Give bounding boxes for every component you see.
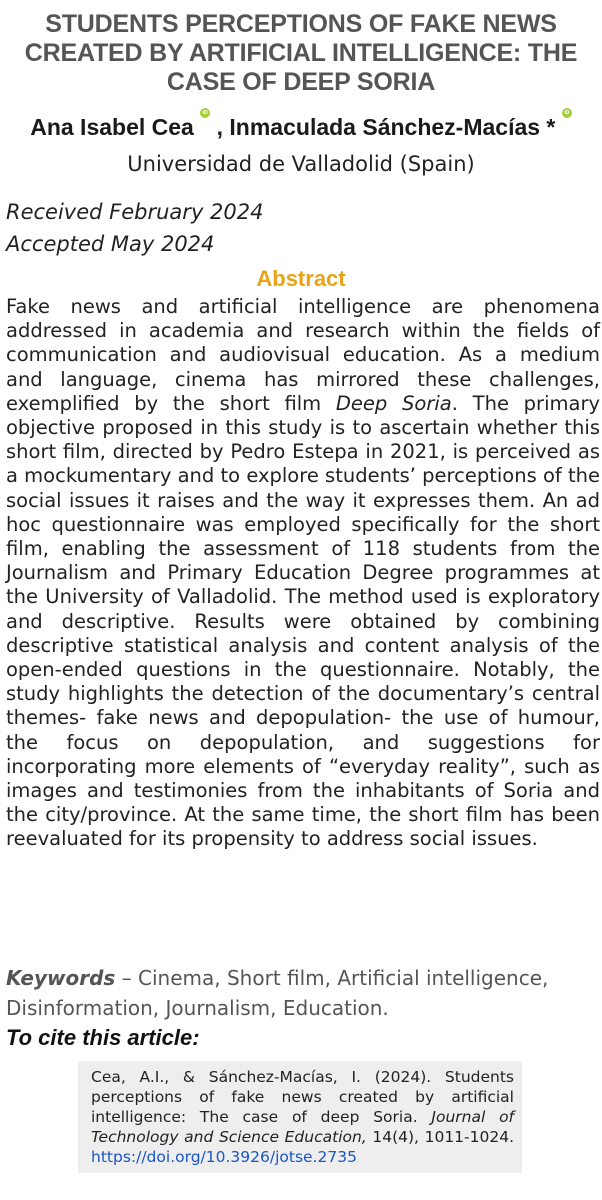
citation-text-part-2: 14(4), 1011-1024.	[366, 1128, 515, 1146]
citation-heading: To cite this article:	[6, 1025, 200, 1050]
accepted-date: Accepted May 2024	[6, 232, 215, 256]
doi-link[interactable]: https://doi.org/10.3926/jotse.2735	[91, 1148, 357, 1166]
orcid-icon[interactable]: iD	[562, 108, 572, 118]
abstract-text-part-2: . The primary objective proposed in this study is to ascertain whether this short film, directed by Pedro Estepa in 2021, is perceived as a mockumentary and to explore students’ perceptions of the social issues it raises and the way it expresses them. An ad hoc questionnaire was employed specifically for the short film, enabling the assessment of 118 students from the Journalism and Primary Education Degree programmes at the University of Valladolid. The method used is exploratory and descriptive. Results were obtained by combining descriptive statistical analysis and content analysis of the open-ended questions in the questionnaire. Notably, the study highlights the detection of the documentary’s central themes- fake news and depopulation- the use of humour, the focus on depopulation, and suggestions for incorporating more elements of “everyday reality”, such as images and testimonies from the inhabitants of Soria and the city/province. At the same time, the short film has been reevaluated for its propensity to address social issues.	[6, 391, 600, 851]
keywords-dash: –	[115, 966, 139, 990]
corresponding-author-mark: *	[540, 114, 556, 140]
citation-box	[78, 1061, 522, 1173]
received-date: Received February 2024	[6, 200, 264, 224]
paper-title: STUDENTS PERCEPTIONS OF FAKE NEWS CREATED BY ARTIFICIAL INTELLIGENCE: THE CASE OF DEEP SORIA	[24, 10, 578, 96]
keywords-label: Keywords	[6, 966, 116, 990]
keywords	[6, 963, 600, 1023]
abstract-text-part-1: Fake news and artificial intelligence are phenomena addressed in academia and research within the fields of communication and audiovisual education. As a medium and language, cinema has mirrored these challenges, exemplified by the short film	[6, 295, 600, 415]
author-list	[0, 112, 602, 142]
citation-journal: Journal of Technology and Science Education,	[91, 1108, 515, 1146]
abstract-heading: Abstract	[256, 266, 346, 291]
orcid-icon[interactable]: iD	[200, 108, 210, 118]
article-dates	[6, 196, 264, 260]
keywords-list: Cinema, Short film, Artificial intelligence, Disinformation, Journalism, Education.	[6, 966, 549, 1020]
author-name-1: Ana Isabel Cea	[30, 114, 194, 140]
author-separator: ,	[210, 114, 230, 140]
citation-text-part-1: Cea, A.I., & Sánchez-Macías, I. (2024). Students perceptions of fake news created by artificial intelligence: The case of deep Soria.	[91, 1068, 514, 1126]
abstract-text	[6, 295, 600, 852]
author-name-2: Inmaculada Sánchez-Macías	[229, 114, 541, 140]
affiliation: Universidad de Valladolid (Spain)	[127, 152, 475, 176]
film-title: Deep Soria	[335, 391, 452, 415]
